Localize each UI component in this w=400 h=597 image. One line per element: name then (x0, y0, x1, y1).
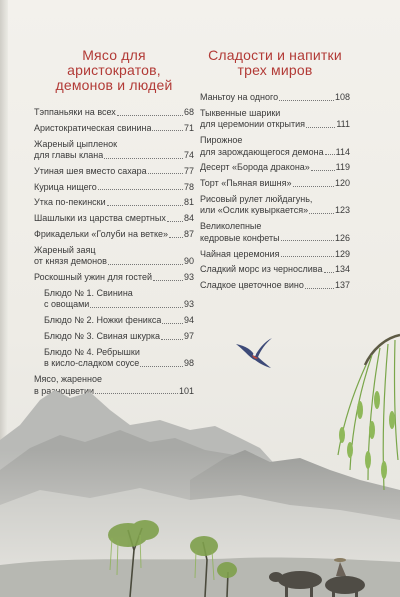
dot-leader (153, 280, 183, 281)
toc-page-number: 111 (336, 119, 350, 130)
toc-entry-title-line1: Блюдо № 1. Свинина (44, 287, 133, 298)
toc-entry-title: Сладкий морс из чернослива (200, 264, 323, 275)
toc-entry-title-line1: Великолепные (200, 221, 262, 232)
dot-leader (108, 264, 183, 265)
toc-page-number: 77 (183, 165, 194, 176)
toc-column-sweets (200, 48, 350, 296)
toc-page-number: 74 (183, 150, 194, 161)
toc-entry-title: Блюдо № 3. Свиная шкурка (44, 331, 160, 342)
toc-entry (200, 194, 350, 217)
toc-entry-title: Утиная шея вместо сахара (34, 165, 147, 176)
dot-leader (148, 173, 183, 174)
toc-entry-title: Утка по-пекински (34, 197, 106, 208)
toc-page-number: 94 (183, 315, 194, 326)
toc-entry-title-line1: Тыквенные шарики (200, 107, 281, 118)
toc-entry (200, 221, 350, 244)
toc-entry (44, 288, 194, 311)
toc-entry-title-line1: Жареный цыпленок (34, 138, 118, 149)
toc-entry (44, 315, 194, 327)
dot-leader (90, 307, 183, 308)
toc-page-number: 71 (183, 122, 194, 133)
toc-entry (34, 197, 194, 209)
dot-leader (104, 158, 183, 159)
toc-entry-title: Курица нищего (34, 181, 97, 192)
toc-entry-title-line1: Пирожное (200, 135, 243, 146)
toc-entry-title: Тэппаньяки на всех (34, 107, 116, 117)
dot-leader (281, 240, 334, 241)
toc-entry-title: в разноцветии (34, 385, 95, 396)
toc-entry-title: Фрикадельки «Голуби на ветке» (34, 229, 169, 240)
toc-page-number: 97 (183, 331, 194, 342)
dot-leader (152, 130, 183, 131)
toc-page-number: 93 (183, 299, 194, 310)
dot-leader (107, 205, 183, 206)
toc-entry (200, 280, 350, 292)
toc-entry-title: для главы клана (34, 150, 104, 161)
toc-entry (200, 162, 350, 174)
dot-leader (98, 189, 183, 190)
toc-entry-title: Шашлыки из царства смертных (34, 213, 166, 224)
dot-leader (309, 213, 334, 214)
toc-page-number: 90 (183, 256, 194, 267)
toc-page-number: 101 (178, 385, 194, 396)
toc-entry-title: кедровые конфеты (200, 232, 280, 243)
toc-entry-title: Чайная церемония (200, 248, 280, 259)
toc-page-number: 123 (334, 205, 350, 216)
toc-entry-title: Роскошный ужин для гостей (34, 272, 152, 283)
toc-entry-title: или «Ослик кувыркается» (200, 205, 309, 216)
dot-leader (167, 221, 183, 222)
dot-leader (169, 237, 183, 238)
toc-entry (34, 107, 194, 119)
toc-entry-title: от князя демонов (34, 256, 107, 267)
toc-page-number: 137 (334, 280, 350, 291)
toc-entry (34, 139, 194, 162)
toc-entry-title: Десерт «Борода дракона» (200, 162, 310, 173)
toc-page-number: 98 (183, 358, 194, 369)
toc-entry (34, 166, 194, 178)
dot-leader (306, 127, 335, 128)
toc-entry-title-line1: Мясо, жаренное (34, 374, 102, 385)
dot-leader (305, 288, 334, 289)
dot-leader (279, 100, 334, 101)
toc-page-number: 129 (334, 248, 350, 259)
toc-entry (34, 245, 194, 268)
toc-entry-title: с овощами (44, 299, 90, 310)
toc-entry-title: в кисло-сладком соусе (44, 358, 140, 369)
toc-entry-title: Маньтоу на одного (200, 92, 279, 102)
toc-entry (200, 108, 350, 131)
dot-leader (324, 272, 334, 273)
toc-page-number: 119 (335, 162, 350, 173)
landscape-illustration (0, 330, 400, 597)
dot-leader (293, 186, 334, 187)
toc-entry (200, 264, 350, 276)
toc-page-number: 81 (183, 197, 194, 208)
dot-leader (311, 170, 335, 171)
toc-entry (200, 249, 350, 261)
toc-entry-title: Блюдо № 2. Ножки феникса (44, 315, 162, 326)
toc-entry-title: Аристократическая свинина (34, 122, 152, 133)
toc-page-number: 84 (183, 213, 194, 224)
toc-entry (34, 213, 194, 225)
toc-entry-title: для зарождающегося демона (200, 146, 324, 157)
toc-entry-title: для церемонии открытия (200, 119, 306, 130)
toc-entry-title-line1: Рисовый рулет люйдагунь, (200, 193, 313, 204)
toc-entry (34, 229, 194, 241)
dot-leader (325, 154, 335, 155)
toc-entry (200, 135, 350, 158)
dot-leader (162, 323, 183, 324)
toc-page-number: 93 (183, 272, 194, 283)
toc-entry (34, 123, 194, 135)
dot-leader (281, 256, 334, 257)
toc-entry (200, 178, 350, 190)
toc-entry-title: Торт «Пьяная вишня» (200, 178, 292, 189)
toc-entry-title: Сладкое цветочное вино (200, 280, 304, 291)
toc-entry-title-line1: Жареный заяц (34, 244, 96, 255)
toc-entry (34, 272, 194, 284)
toc-page-number: 126 (334, 232, 350, 243)
toc-page-number: 78 (183, 181, 194, 192)
section-title-meat: Мясо для аристократов, демонов и людей (55, 47, 173, 93)
section-title-sweets: Сладости и напитки трех миров (208, 47, 342, 78)
toc-page-number: 87 (183, 229, 194, 240)
toc-page-number: 120 (334, 178, 350, 189)
toc-entry (34, 182, 194, 194)
toc-page-number: 108 (334, 92, 350, 102)
toc-page-number: 134 (334, 264, 350, 275)
toc-entry (200, 92, 350, 104)
toc-entry-title-line1: Блюдо № 4. Ребрышки (44, 346, 140, 357)
toc-page-number: 114 (335, 146, 350, 157)
dot-leader (117, 115, 183, 116)
toc-page-number: 68 (183, 107, 194, 117)
